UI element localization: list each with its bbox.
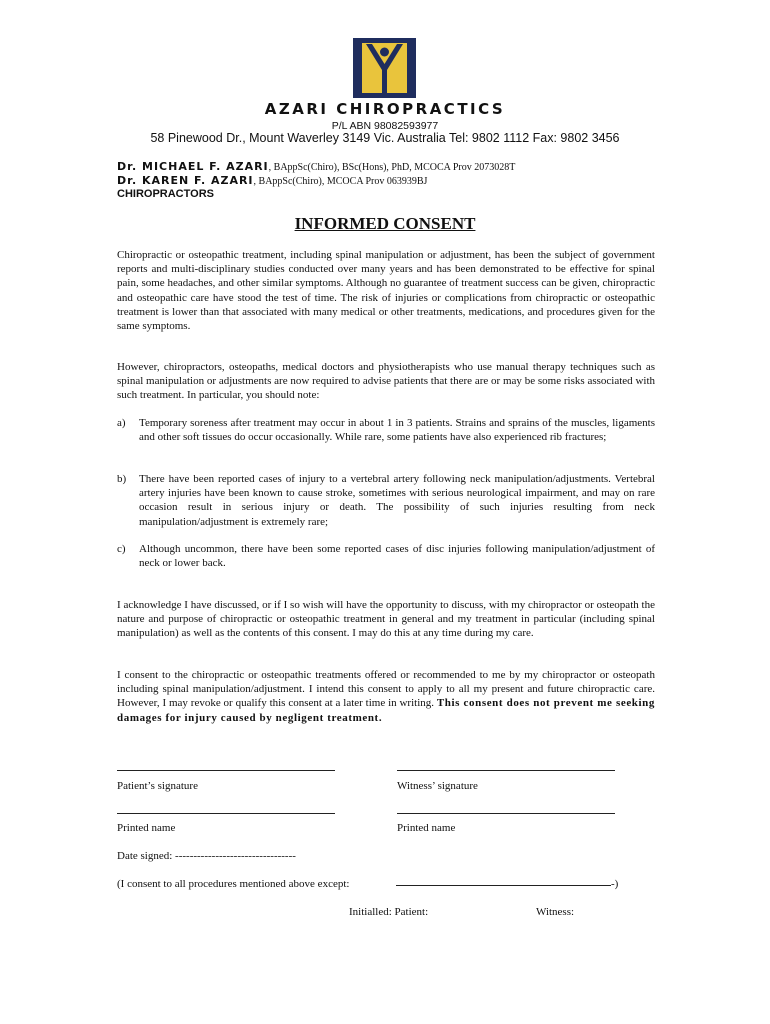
patient-printed-name-line[interactable]: [117, 813, 335, 814]
initialled-witness-label: Witness:: [536, 906, 575, 918]
patient-printed-name-label: Printed name: [117, 822, 176, 834]
initialled-patient-label: Initialled: Patient:: [349, 906, 429, 918]
doctor-name: Dr. MICHAEL F. AZARI: [117, 160, 269, 173]
company-name: AZARI CHIROPRACTICS: [264, 100, 506, 118]
risk-item: [117, 472, 655, 529]
intro-paragraph: Chiropractic or osteopathic treatment, including spinal manipulation or adjustment, has been the subject of government reports and multi-disciplinary studies conducted over many years and has been demonstrated to be effective for spinal pain, some headaches, and other similar symptoms. Although no guarantee of treatment success can be given, chiropractic and osteopathic care have stood the test of time. The risk of injuries or complications from chiropractic or osteopathic treatment is lower than that associated with many medical or other treatments, medications, and procedures given for the same symptoms.: [117, 249, 655, 333]
risk-item-label: a): [117, 417, 126, 429]
risk-item-label: b): [117, 473, 127, 485]
risk-item: [117, 416, 655, 444]
witness-printed-name-label: Printed name: [397, 822, 456, 834]
risk-intro-paragraph: However, chiropractors, osteopaths, medical doctors and physiotherapists who use manual therapy techniques such as spinal manipulation or adjustments are now required to advise patients that there are or may be some risks associated with such treatment. In particular, you should note:: [117, 361, 655, 402]
date-signed-field[interactable]: Date signed: ---------------------------------: [117, 850, 296, 862]
except-prefix: (I consent to all procedures mentioned above except:: [117, 878, 350, 890]
witness-signature-line[interactable]: [397, 770, 615, 771]
risk-item-text: There have been reported cases of injury to a vertebral artery following neck manipulation/adjustments. Vertebral artery injuries have been known to cause stroke, sometimes with serious neurological impairment, and may on rare occasion result in serious injury or death. The possibility of such injuries resulting from neck manipulation/adjustment is extremely rare;: [139, 473, 655, 528]
risk-item: [117, 542, 655, 570]
company-abn: P/L ABN 98082593977: [331, 120, 439, 132]
doctor-credentials: , BAppSc(Chiro), MCOCA Prov 063939BJ: [253, 176, 428, 187]
witness-signature-label: Witness’ signature: [397, 780, 478, 792]
consent-paragraph: [117, 668, 655, 725]
risk-item-text: Although uncommon, there have been some reported cases of disc injuries following manipulation/adjustment of neck or lower back.: [139, 543, 655, 570]
consent-text: I consent to the chiropractic or osteopathic treatments offered or recommended to me by my chiropractor or osteopath including spinal manipulation/adjustment. I intend this consent to apply to all my present and future chiropractic care. However, I may revoke or qualify this consent at a later time in writing.: [117, 669, 655, 710]
company-address: 58 Pinewood Dr., Mount Waverley 3149 Vic. Australia Tel: 9802 1112 Fax: 9802 3456: [150, 131, 620, 145]
doctor-credentials: , BAppSc(Chiro), BSc(Hons), PhD, MCOCA Prov 2073028T: [268, 162, 516, 173]
doctor-line-1: [117, 160, 515, 173]
except-suffix: -): [611, 878, 619, 890]
azari-logo: [353, 38, 416, 98]
negligence-notice: This consent does not prevent me seeking damages for injury caused by negligent treatment.: [117, 697, 656, 724]
role-label: CHIROPRACTORS: [117, 188, 214, 200]
patient-signature-line[interactable]: [117, 770, 335, 771]
doctor-name: Dr. KAREN F. AZARI: [117, 174, 254, 187]
doctor-line-2: [117, 174, 427, 187]
acknowledgement-paragraph: I acknowledge I have discussed, or if I so wish will have the opportunity to discuss, with my chiropractor or osteopath the nature and purpose of chiropractic or osteopathic treatment in general and my treatment in particular (including spinal manipulation) as well as the contents of this consent. I may do this at any time during my care.: [117, 599, 655, 640]
witness-printed-name-line[interactable]: [397, 813, 615, 814]
document-title: INFORMED CONSENT: [294, 214, 476, 233]
risk-item-label: c): [117, 543, 126, 555]
patient-signature-label: Patient’s signature: [117, 780, 198, 792]
except-procedures-line[interactable]: [396, 885, 611, 886]
risk-item-text: Temporary soreness after treatment may occur in about 1 in 3 patients. Strains and sprains of the muscles, ligaments and other soft tissues do occur occasionally. While rare, some patients have also experienced rib fractures;: [139, 417, 655, 444]
